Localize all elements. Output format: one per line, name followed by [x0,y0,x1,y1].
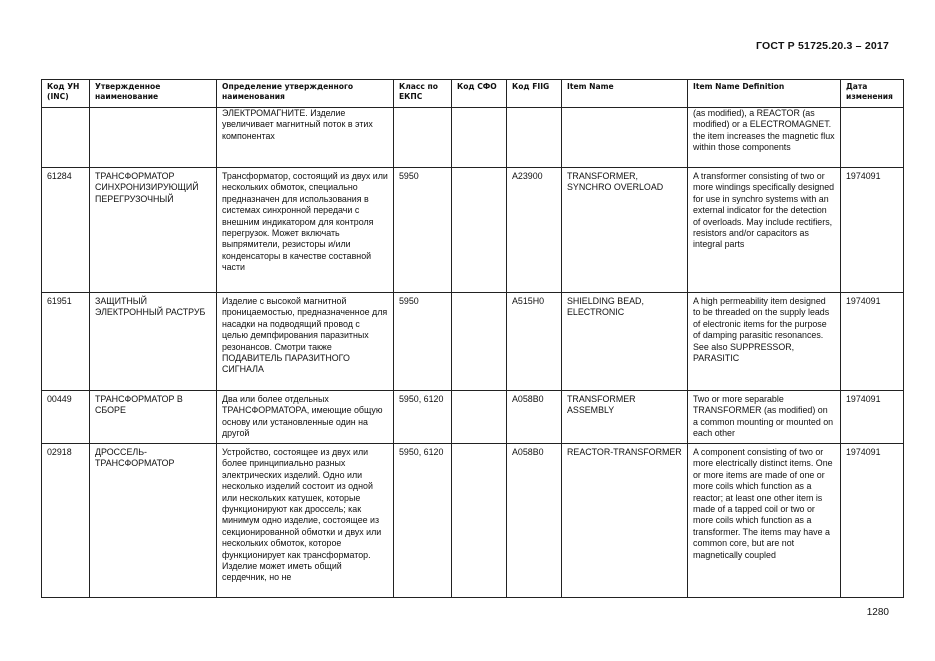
header-row [42,80,904,108]
column-header-inc: Код УН (INC) [42,80,90,108]
column-header-class: Класс по ЕКПС [394,80,452,108]
cell-definition-ru: Изделие с высокой магнитной проницаемостью, предназначенное для насадки на подводящий провод с целью демпфирования паразитных резонансов. Смотри также ПОДАВИТЕЛЬ ПАРАЗИТНОГО СИГНАЛА [217,293,394,391]
cell-sfo [452,391,507,444]
column-header-date: Дата изменения [841,80,904,108]
cell-class [394,108,452,168]
table-row [42,168,904,293]
table-row [42,293,904,391]
cell-definition-en: A transformer consisting of two or more windings specifically designed for use in synchro systems with an external indicator for the detection of overloads. May include rectifiers, resistors and/or capacitors as integral parts [688,168,841,293]
cell-fiig: A515H0 [507,293,562,391]
cell-inc: 02918 [42,444,90,598]
cell-date: 1974091 [841,293,904,391]
cell-class: 5950 [394,293,452,391]
cell-date: 1974091 [841,444,904,598]
cell-item-name: REACTOR-TRANSFORMER [562,444,688,598]
cell-sfo [452,293,507,391]
cell-name-ru: ДРОССЕЛЬ-ТРАНСФОРМАТОР [90,444,217,598]
cell-definition-en: Two or more separable TRANSFORMER (as modified) on a common mounting or mounted on each other [688,391,841,444]
standard-code: ГОСТ Р 51725.20.3 – 2017 [756,40,889,52]
cell-name-ru: ТРАНСФОРМАТОР В СБОРЕ [90,391,217,444]
cell-name-ru: ЗАЩИТНЫЙ ЭЛЕКТРОННЫЙ РАСТРУБ [90,293,217,391]
cell-definition-en: A component consisting of two or more electrically distinct items. One or more items are made of one or more coils which function as a reactor; at least one other item is made of a tapped coil or two or more coils which function as a transformer. The items may have a common core, but are not magnetically coupled [688,444,841,598]
cell-inc: 61951 [42,293,90,391]
cell-fiig: A058B0 [507,391,562,444]
cell-date: 1974091 [841,168,904,293]
cell-definition-en: (as modified), a REACTOR (as modified) or a ELECTROMAGNET. the item increases the magnetic flux within those components [688,108,841,168]
cell-inc: 61284 [42,168,90,293]
cell-item-name: TRANSFORMER ASSEMBLY [562,391,688,444]
table-row [42,108,904,168]
cell-definition-ru: ЭЛЕКТРОМАГНИТЕ. Изделие увеличивает магнитный поток в этих компонентах [217,108,394,168]
cell-definition-en: A high permeability item designed to be threaded on the supply leads of electronic items for the purpose of damping parasitic resonances. See also SUPPRESSOR, PARASITIC [688,293,841,391]
cell-inc [42,108,90,168]
cell-inc: 00449 [42,391,90,444]
page-number: 1280 [866,607,889,618]
cell-fiig [507,108,562,168]
cell-item-name [562,108,688,168]
cell-sfo [452,168,507,293]
column-header-definition-ru: Определение утвержденного наименования [217,80,394,108]
cell-fiig: A23900 [507,168,562,293]
column-header-sfo: Код СФО [452,80,507,108]
cell-item-name: TRANSFORMER, SYNCHRO OVERLOAD [562,168,688,293]
cell-class: 5950 [394,168,452,293]
cell-name-ru: ТРАНСФОРМАТОР СИНХРОНИЗИРУЮЩИЙ ПЕРЕГРУЗОЧНЫЙ [90,168,217,293]
classification-table [41,79,904,598]
cell-name-ru [90,108,217,168]
column-header-name-ru: Утвержденное наименование [90,80,217,108]
cell-sfo [452,108,507,168]
cell-date [841,108,904,168]
cell-item-name: SHIELDING BEAD, ELECTRONIC [562,293,688,391]
cell-sfo [452,444,507,598]
table-row [42,444,904,598]
cell-definition-ru: Устройство, состоящее из двух или более принципиально разных электрических изделий. Одно или несколько изделий состоит из одной или нескольких катушек, которые функционируют как дроссель; как минимум одно изделие, состоящее из секционированной обмотки и двух или нескольких обмоток, которое функционирует как трансформатор. Изделие может иметь общий сердечник, но не [217,444,394,598]
cell-definition-ru: Трансформатор, состоящий из двух или нескольких обмоток, специально предназначен для использования в системах синхронной передачи с внешним индикатором для контроля перегрузок. Может включать выпрямители, резисторы и/или конденсаторы в качестве составной части [217,168,394,293]
table-row [42,391,904,444]
column-header-item-name: Item Name [562,80,688,108]
cell-definition-ru: Два или более отдельных ТРАНСФОРМАТОРА, имеющие общую основу или установленные один на другой [217,391,394,444]
cell-fiig: A058B0 [507,444,562,598]
column-header-fiig: Код FIIG [507,80,562,108]
cell-class: 5950, 6120 [394,391,452,444]
column-header-definition-en: Item Name Definition [688,80,841,108]
cell-date: 1974091 [841,391,904,444]
cell-class: 5950, 6120 [394,444,452,598]
